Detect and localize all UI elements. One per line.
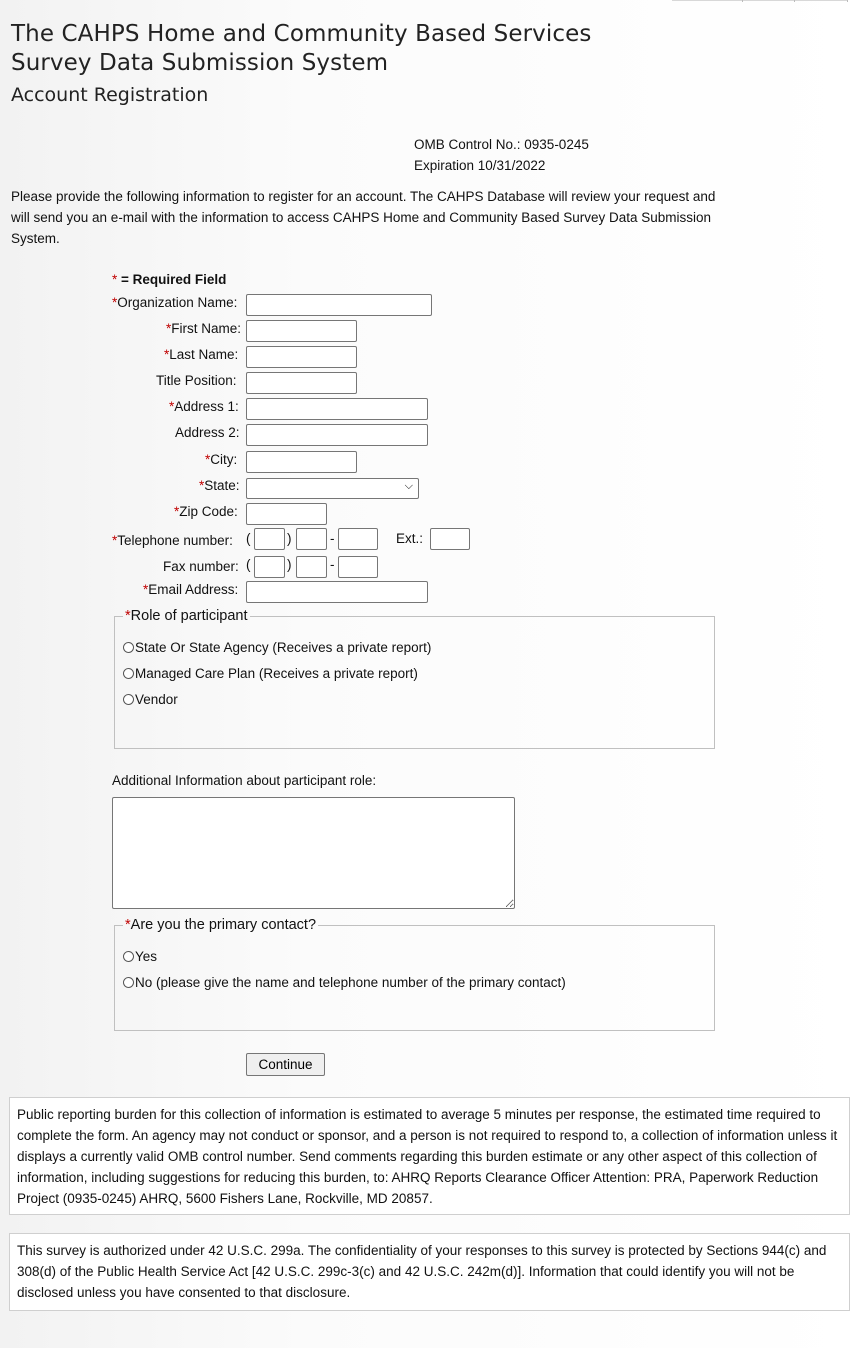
- address-2-input[interactable]: [246, 424, 428, 446]
- top-nav-edge: [672, 0, 848, 3]
- zip-code-input[interactable]: [246, 503, 327, 525]
- title-position-label: Title Position:: [156, 373, 237, 388]
- title-line-2: Survey Data Submission System: [11, 50, 389, 76]
- telephone-dash: -: [330, 531, 335, 546]
- first-name-input[interactable]: [246, 320, 357, 342]
- telephone-ext-label: Ext.:: [396, 531, 424, 546]
- radio-icon[interactable]: [123, 951, 134, 962]
- authority-statement: This survey is authorized under 42 U.S.C. 299a. The confidentiality of your responses to this survey is protected by Sections 944(c) and 308(d) of the Public Health Service Act [42 U.S.C. 299c-3(c) and 42 U.S.C. 242m(d)]. Information that could identify you will not be disclosed unless you have consented to that disclosure.: [9, 1233, 850, 1311]
- radio-icon[interactable]: [123, 694, 134, 705]
- address-1-label: *Address 1:: [169, 399, 239, 414]
- title-position-input[interactable]: [246, 372, 357, 394]
- email-input[interactable]: [246, 581, 428, 603]
- address-1-input[interactable]: [246, 398, 428, 420]
- page-subtitle: Account Registration: [11, 84, 209, 106]
- role-option-managed-care[interactable]: Managed Care Plan (Receives a private report): [123, 666, 418, 681]
- email-label: *Email Address:: [143, 582, 239, 597]
- radio-icon[interactable]: [123, 977, 134, 988]
- required-field-note: * = Required Field: [112, 272, 227, 287]
- primary-contact-no[interactable]: No (please give the name and telephone number of the primary contact): [123, 975, 566, 990]
- fax-close-paren: ): [287, 557, 292, 572]
- fax-label: Fax number:: [163, 559, 239, 574]
- chevron-down-icon: ⌵: [404, 480, 413, 492]
- burden-statement: Public reporting burden for this collection of information is estimated to average 5 minutes per response, the estimated time required to complete the form. An agency may not conduct or sponsor, and a person is not required to respond to, a collection of information unless it displays a currently valid OMB control number. Send comments regarding this burden estimate or any other aspect of this collection of information, including suggestions for reducing this burden, to: AHRQ Reports Clearance Officer Attention: PRA, Paperwork Reduction Project (0935-0245) AHRQ, 5600 Fishers Lane, Rockville, MD 20857.: [9, 1097, 850, 1215]
- role-option-vendor[interactable]: Vendor: [123, 692, 178, 707]
- first-name-label: *First Name:: [166, 321, 242, 336]
- state-label: *State:: [199, 478, 240, 493]
- organization-name-input[interactable]: [246, 294, 432, 316]
- telephone-open-paren: (: [246, 531, 251, 546]
- last-name-input[interactable]: [246, 346, 357, 368]
- city-label: *City:: [205, 452, 238, 467]
- city-input[interactable]: [246, 451, 357, 473]
- telephone-prefix-input[interactable]: [296, 528, 327, 550]
- zip-code-label: *Zip Code:: [174, 504, 238, 519]
- state-select[interactable]: [246, 478, 419, 499]
- telephone-line-input[interactable]: [338, 528, 378, 550]
- omb-info: [414, 134, 589, 176]
- role-option-state[interactable]: State Or State Agency (Receives a private report): [123, 640, 431, 655]
- role-legend: *Role of participant: [125, 608, 248, 624]
- telephone-label: *Telephone number:: [112, 533, 233, 548]
- page-title: [11, 20, 591, 78]
- additional-info-label: Additional Information about participant role:: [112, 773, 377, 788]
- continue-button[interactable]: Continue: [246, 1053, 325, 1076]
- fax-open-paren: (: [246, 557, 251, 572]
- telephone-ext-input[interactable]: [430, 528, 470, 550]
- last-name-label: *Last Name:: [164, 347, 239, 362]
- primary-contact-yes[interactable]: Yes: [123, 949, 157, 964]
- fax-line-input[interactable]: [338, 556, 378, 578]
- fax-dash: -: [330, 557, 335, 572]
- title-line-1: The CAHPS Home and Community Based Services: [11, 21, 592, 47]
- address-2-label: Address 2:: [175, 425, 240, 440]
- primary-contact-fieldset: [114, 917, 715, 1031]
- radio-icon[interactable]: [123, 668, 134, 679]
- additional-info-textarea[interactable]: [112, 797, 515, 909]
- telephone-area-code-input[interactable]: [254, 528, 285, 550]
- radio-icon[interactable]: [123, 642, 134, 653]
- telephone-close-paren: ): [287, 531, 292, 546]
- fax-prefix-input[interactable]: [296, 556, 327, 578]
- organization-name-label: *Organization Name:: [112, 295, 238, 310]
- fax-area-code-input[interactable]: [254, 556, 285, 578]
- primary-contact-legend: *Are you the primary contact?: [125, 917, 317, 933]
- omb-control-number: OMB Control No.: 0935-0245: [414, 137, 589, 152]
- intro-text: Please provide the following information to register for an account. The CAHPS Database will review your request and will send you an e-mail with the information to access CAHPS Home and Community Based Survey Data Submission System.: [11, 189, 716, 246]
- omb-expiration: Expiration 10/31/2022: [414, 158, 546, 173]
